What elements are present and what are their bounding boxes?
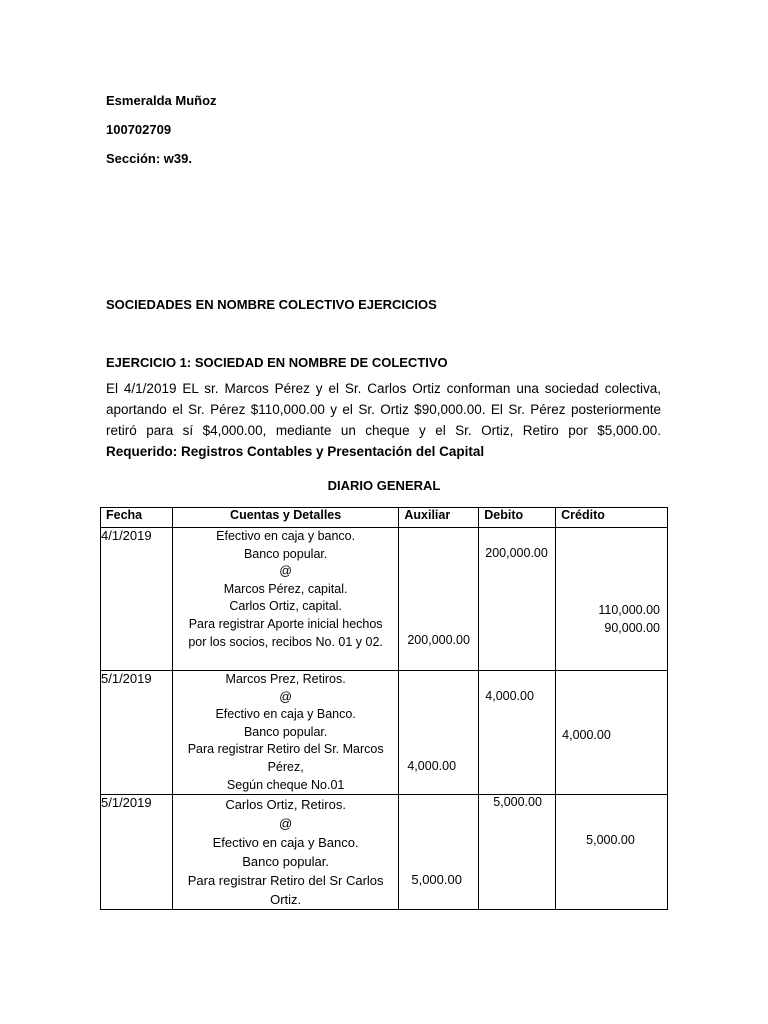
entry-credito-cell xyxy=(556,671,668,795)
detail-line: Banco popular. xyxy=(242,854,329,870)
detail-line: Marcos Prez, Retiros. xyxy=(225,672,346,686)
entry-debito-cell xyxy=(479,671,556,795)
detail-line: Carlos Ortiz, capital. xyxy=(229,599,342,614)
entry-auxiliar-cell xyxy=(399,795,479,910)
detail-line: Pérez, xyxy=(267,759,304,774)
entry-auxiliar: 200,000.00 xyxy=(407,633,470,647)
entry-date: 4/1/2019 xyxy=(101,528,173,671)
detail-line: Para registrar Retiro del Sr Carlos xyxy=(187,873,384,889)
entry-debito: 5,000.00 xyxy=(493,795,542,810)
entry-debito-cell xyxy=(479,795,556,910)
detail-line: Efectivo en caja y Banco. xyxy=(215,707,356,722)
entry-credito-cell xyxy=(556,528,668,671)
detail-line: Banco popular. xyxy=(243,724,328,739)
detail-line: Banco popular. xyxy=(243,546,328,561)
entry-details xyxy=(172,528,398,671)
detail-line: Efectivo en caja y Banco. xyxy=(212,835,359,851)
col-debito: Debito xyxy=(479,508,556,528)
detail-line: @ xyxy=(279,689,292,704)
detail-line: Ortiz. xyxy=(270,892,302,908)
entry-details xyxy=(172,671,398,795)
detail-line: @ xyxy=(279,816,293,832)
entry-auxiliar-cell xyxy=(399,671,479,795)
table-row xyxy=(101,528,668,671)
detail-line: @ xyxy=(279,564,292,579)
journal-title: DIARIO GENERAL xyxy=(327,478,441,493)
entry-credito-cell xyxy=(556,795,668,910)
detail-line: Para registrar Aporte inicial hechos xyxy=(188,616,383,631)
exercise-text: El 4/1/2019 EL sr. Marcos Pérez y el Sr. Carlos Ortiz conforman una sociedad colectiva, aportando el Sr. Pérez $110,000.00 y el Sr. Ortiz $90,000.00. El Sr. Pérez posteriormente retiró para sí $4,000.00, mediante un cheque y el Sr. Ortiz, Retiro por $5,000.00. xyxy=(106,381,661,438)
col-cuentas: Cuentas y Detalles xyxy=(172,508,398,528)
entry-debito-cell xyxy=(479,528,556,671)
exercise-title: EJERCICIO 1: SOCIEDAD EN NOMBRE DE COLECTIVO xyxy=(106,355,448,370)
section-label: Sección: w39. xyxy=(106,151,192,166)
student-id: 100702709 xyxy=(106,122,172,137)
journal-header-row xyxy=(101,508,668,528)
journal-table xyxy=(100,507,668,910)
detail-line: Para registrar Retiro del Sr. Marcos xyxy=(187,742,384,757)
col-auxiliar: Auxiliar xyxy=(399,508,479,528)
detail-line: Efectivo en caja y banco. xyxy=(216,529,356,543)
detail-line: Según cheque No.01 xyxy=(226,777,345,792)
entry-debito: 200,000.00 xyxy=(485,546,548,560)
entry-details xyxy=(172,795,398,910)
entry-credito: 90,000.00 xyxy=(604,621,660,635)
entry-auxiliar: 5,000.00 xyxy=(411,872,462,888)
entry-debito: 4,000.00 xyxy=(485,689,534,703)
table-row xyxy=(101,671,668,795)
table-row xyxy=(101,795,668,910)
entry-credito: 5,000.00 xyxy=(586,833,635,848)
detail-line: por los socios, recibos No. 01 y 02. xyxy=(188,634,383,649)
col-credito: Crédito xyxy=(556,508,668,528)
entry-date: 5/1/2019 xyxy=(101,795,173,910)
entry-auxiliar-cell xyxy=(399,528,479,671)
entry-credito: 110,000.00 xyxy=(598,603,660,617)
entry-auxiliar: 4,000.00 xyxy=(407,759,457,773)
exercise-required: Requerido: Registros Contables y Presentación del Capital xyxy=(106,444,485,459)
entry-credito: 4,000.00 xyxy=(562,728,611,742)
detail-line: Marcos Pérez, capital. xyxy=(223,581,348,596)
col-fecha: Fecha xyxy=(101,508,173,528)
entry-date: 5/1/2019 xyxy=(101,671,173,795)
document-title: SOCIEDADES EN NOMBRE COLECTIVO EJERCICIOS xyxy=(106,297,437,312)
exercise-paragraph xyxy=(106,378,661,462)
detail-line: Carlos Ortiz, Retiros. xyxy=(225,797,346,813)
author-name: Esmeralda Muñoz xyxy=(106,93,217,108)
